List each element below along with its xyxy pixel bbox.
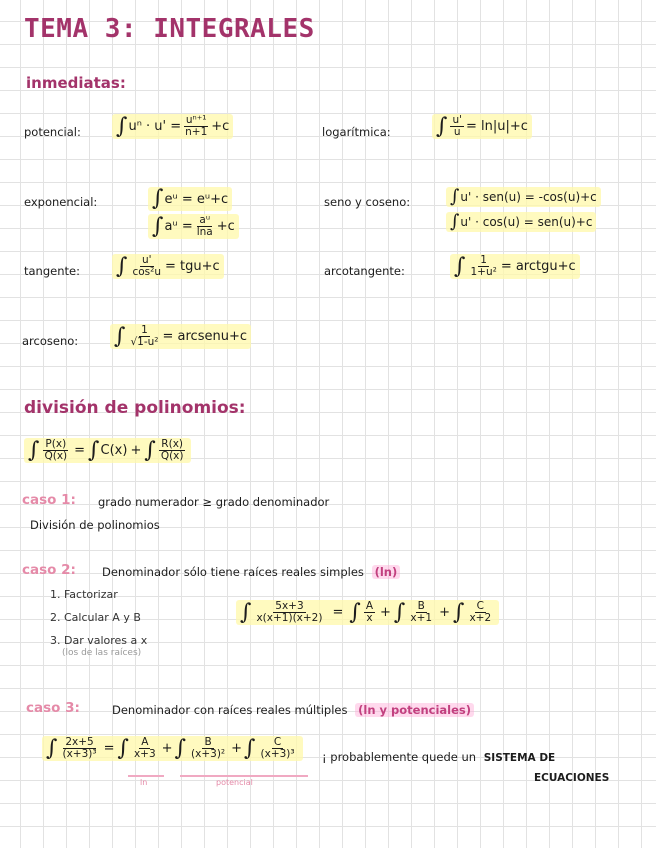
equals-sign: = (332, 605, 344, 621)
caso1-text: grado numerador ≥ grado denominador (98, 495, 330, 509)
caso3-tag: (ln y potenciales) (355, 703, 474, 717)
fraction-denominator: √1-u² (130, 336, 159, 349)
plus-sign: + (231, 741, 243, 757)
fraction (132, 737, 158, 760)
underline-ln (128, 775, 164, 777)
fraction-numerator: C (273, 736, 282, 748)
caso2-step-2: 2. Calcular A y B (50, 611, 141, 624)
caso2-step-3: 3. Dar valores a x (50, 634, 148, 647)
formula-exponencial-line2: aᵘ = (164, 219, 193, 235)
caso3-note-text: ¡ probablemente quede un (322, 750, 477, 764)
formula-exponencial-1 (148, 187, 232, 211)
division-cx: C(x) (100, 443, 128, 459)
integral-sign-icon: ∫ (152, 186, 164, 211)
fraction-denominator: Q(x) (44, 450, 68, 463)
integral-sign-icon: ∫ (28, 437, 40, 463)
fraction (259, 737, 297, 760)
fraction-numerator: 5x+3 (275, 600, 304, 612)
fraction (408, 601, 434, 624)
integral-sign-icon: ∫ (117, 735, 129, 761)
label-arcotangente: arcotangente: (324, 264, 405, 278)
fraction (130, 255, 163, 278)
formula-arcoseno (110, 324, 251, 349)
label-potencial: potencial: (24, 125, 81, 139)
fraction (467, 601, 493, 624)
integral-sign-icon: ∫ (454, 253, 466, 279)
fraction-numerator: uⁿ⁺¹ (185, 114, 207, 126)
fraction-denominator: lna (196, 226, 213, 239)
caso1-subtext: División de polinomios (30, 518, 160, 532)
formula-logaritmica-tail: = ln|u|+c (466, 119, 528, 135)
fraction-denominator: n+1 (185, 126, 208, 139)
fraction (60, 737, 98, 760)
label-arcoseno: arcoseno: (22, 334, 79, 348)
formula-tangente (112, 254, 224, 279)
fraction (42, 439, 69, 462)
fraction (195, 215, 215, 238)
fraction-numerator: u' (141, 254, 152, 266)
integral-sign-icon: ∫ (116, 253, 128, 279)
plus-sign: + (439, 605, 450, 621)
formula-caso2 (236, 600, 499, 625)
plus-sign: + (130, 443, 142, 459)
fraction-denominator: x+1 (410, 612, 433, 625)
formula-arcoseno-tail: = arcsenu+c (162, 329, 247, 345)
caso2-step-1: 1. Factorizar (50, 588, 118, 601)
caso2-tag: (ln) (372, 565, 401, 579)
fraction-numerator: A (141, 736, 149, 748)
fraction-numerator: u' (452, 114, 463, 126)
caso2-text (102, 565, 400, 579)
integral-sign-icon: ∫ (349, 599, 361, 625)
caso3-note (322, 750, 555, 764)
integral-sign-icon: ∫ (436, 113, 448, 139)
caso3-note-bold-1: SISTEMA DE (483, 752, 556, 764)
label-exponencial: exponencial: (24, 195, 98, 209)
integral-sign-icon: ∫ (453, 599, 465, 625)
formula-seno-text: u' · sen(u) = -cos(u)+c (460, 190, 597, 204)
fraction-numerator: B (417, 600, 425, 612)
fraction-denominator: 1+u² (470, 266, 497, 279)
formula-division (24, 438, 191, 463)
caso3-text (112, 703, 474, 717)
label-tangente: tangente: (24, 264, 80, 278)
fraction (128, 325, 160, 348)
caso1-label: caso 1: (22, 492, 76, 508)
equals-sign: = (103, 741, 115, 757)
caso2-label: caso 2: (22, 562, 76, 578)
formula-coseno (446, 212, 596, 232)
fraction (450, 115, 464, 138)
fraction-denominator: x+2 (469, 612, 492, 625)
caso2-description: Denominador sólo tiene raíces reales simples (102, 565, 364, 579)
formula-exponencial-2 (148, 214, 239, 239)
fraction-numerator: 2x+5 (65, 736, 94, 748)
integral-sign-icon: ∫ (450, 211, 460, 232)
fraction-denominator: x+3 (133, 748, 156, 761)
fraction-numerator: B (204, 736, 212, 748)
formula-coseno-text: u' · cos(u) = sen(u)+c (460, 215, 593, 229)
label-seno-coseno: seno y coseno: (324, 195, 411, 209)
formula-seno (446, 187, 601, 207)
fraction (189, 737, 227, 760)
caso3-description: Denominador con raíces reales múltiples (112, 703, 348, 717)
plus-sign: + (380, 605, 391, 621)
section-heading-inmediatas: inmediatas: (26, 74, 126, 92)
section-heading-division: división de polinomios: (24, 398, 246, 418)
integral-sign-icon: ∫ (240, 599, 252, 625)
integral-sign-icon: ∫ (46, 735, 58, 761)
equals-sign: = (74, 443, 86, 459)
fraction-denominator: (x+3)³ (260, 748, 295, 761)
fraction (364, 601, 375, 624)
integral-sign-icon: ∫ (393, 599, 406, 625)
underline-ln-label: ln (140, 778, 148, 787)
fraction-denominator: (x+3)³ (62, 748, 97, 761)
integral-sign-icon: ∫ (174, 735, 187, 761)
caso3-note-bold-2: ECUACIONES (534, 772, 610, 784)
formula-exponencial-line1: eᵘ = eᵘ+c (164, 191, 229, 207)
fraction-numerator: R(x) (161, 438, 183, 450)
formula-arcotangente (450, 254, 580, 279)
integral-sign-icon: ∫ (114, 323, 126, 349)
caso3-label: caso 3: (26, 700, 80, 716)
fraction-denominator: u (453, 126, 461, 139)
integral-sign-icon: ∫ (244, 735, 256, 761)
fraction (468, 255, 498, 278)
page-title: TEMA 3: INTEGRALES (24, 14, 315, 44)
fraction (254, 601, 324, 624)
plus-sign: + (161, 741, 173, 757)
fraction-numerator: A (365, 600, 374, 612)
integral-sign-icon: ∫ (88, 437, 100, 463)
formula-potencial (112, 114, 233, 139)
fraction (159, 439, 186, 462)
fraction-numerator: aᵘ (199, 214, 211, 226)
formula-logaritmica (432, 114, 532, 139)
integral-sign-icon: ∫ (144, 437, 156, 463)
fraction-denominator: cos²u (132, 266, 162, 279)
integral-sign-icon: ∫ (450, 186, 460, 207)
fraction-denominator: x (366, 612, 373, 625)
fraction-denominator: Q(x) (160, 450, 184, 463)
integral-sign-icon: ∫ (152, 213, 164, 239)
fraction (183, 115, 209, 138)
label-logaritmica: logarítmica: (322, 125, 391, 139)
formula-arcotangente-tail: = arctgu+c (500, 259, 576, 275)
fraction-denominator: x(x+1)(x+2) (256, 612, 323, 625)
formula-caso3 (42, 736, 303, 761)
fraction-numerator: 1 (141, 324, 148, 336)
formula-potencial-integrand: uⁿ · u' = (128, 119, 182, 135)
underline-potencial-label: potencial (216, 778, 253, 787)
fraction-denominator: (x+3)² (191, 748, 226, 761)
underline-potencial (180, 775, 308, 777)
formula-tangente-tail: = tgu+c (165, 259, 220, 275)
formula-exponencial-tail: +c (216, 219, 235, 235)
fraction-numerator: 1 (480, 254, 487, 266)
fraction-numerator: C (476, 600, 484, 612)
fraction-numerator: P(x) (45, 438, 67, 450)
formula-potencial-tail: +c (211, 119, 230, 135)
integral-sign-icon: ∫ (116, 113, 128, 139)
caso2-step-3-note: (los de las raíces) (62, 648, 142, 658)
